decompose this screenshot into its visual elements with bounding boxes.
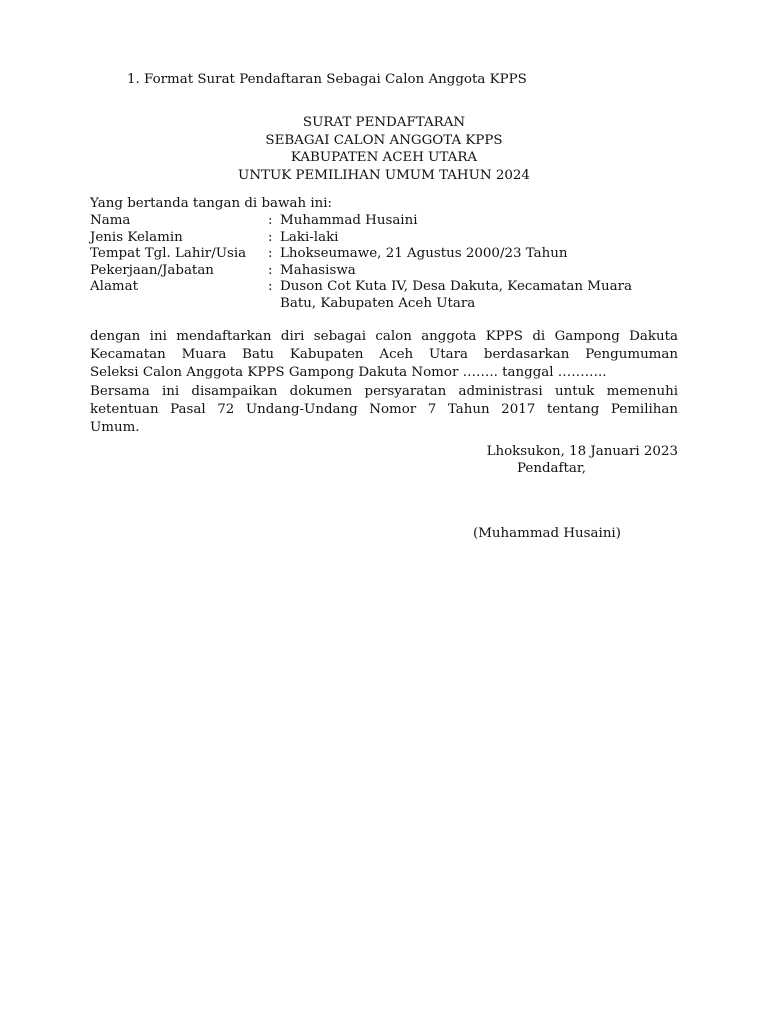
- body-paragraph: [90, 328, 678, 437]
- title-line-1: SURAT PENDAFTARAN: [302, 115, 466, 130]
- address-line-2: Batu, Kabupaten Aceh Utara: [280, 295, 476, 311]
- signature-role: Pendaftar,: [517, 461, 587, 476]
- field-label: Jenis Kelamin: [90, 229, 183, 245]
- body-line-1: dengan ini mendaftarkan diri sebagai calon anggota KPPS di Gampong Dakuta: [90, 329, 678, 344]
- identity-fields: [90, 213, 680, 313]
- section-heading: 1. Format Surat Pendaftaran Sebagai Calon Anggota KPPS: [127, 72, 527, 87]
- body-line-4: Bersama ini disampaikan dokumen persyaratan administrasi untuk memenuhi: [90, 383, 678, 399]
- body-line-5: ketentuan Pasal 72 Undang-Undang Nomor 7 Tahun 2017 tentang Pemilihan: [90, 401, 678, 417]
- field-value: [280, 279, 680, 312]
- signature-place-date: Lhoksukon, 18 Januari 2023: [486, 444, 678, 459]
- field-colon: :: [268, 229, 273, 245]
- field-pekerjaan: [90, 263, 680, 280]
- field-value: Laki-laki: [280, 229, 339, 245]
- title-line-2: SEBAGAI CALON ANGGOTA KPPS: [265, 132, 503, 148]
- field-value: Lhokseumawe, 21 Agustus 2000/23 Tahun: [280, 246, 568, 262]
- letter-title: [90, 114, 678, 184]
- title-line-4: UNTUK PEMILIHAN UMUM TAHUN 2024: [238, 167, 530, 183]
- field-label: Tempat Tgl. Lahir/Usia: [90, 246, 247, 262]
- address-line-1: Duson Cot Kuta IV, Desa Dakuta, Kecamatan Muara: [280, 279, 632, 295]
- field-label: Alamat: [90, 279, 138, 295]
- signature-name: (Muhammad Husaini): [473, 526, 621, 541]
- field-label: Pekerjaan/Jabatan: [90, 262, 214, 278]
- field-ttl: [90, 246, 680, 263]
- body-line-2: Kecamatan Muara Batu Kabupaten Aceh Utara berdasarkan Pengumuman: [90, 347, 678, 363]
- intro-text: Yang bertanda tangan di bawah ini:: [90, 196, 333, 211]
- field-colon: :: [268, 246, 273, 262]
- field-value: Mahasiswa: [280, 262, 356, 278]
- field-nama: [90, 213, 680, 230]
- field-colon: :: [268, 279, 273, 295]
- body-line-3: Seleksi Calon Anggota KPPS Gampong Dakuta Nomor …….. tanggal ………..: [90, 365, 607, 381]
- field-value: Muhammad Husaini: [280, 213, 418, 228]
- body-line-6: Umum.: [90, 420, 140, 436]
- field-label: Nama: [90, 213, 131, 228]
- field-colon: :: [268, 213, 273, 228]
- field-alamat: [90, 279, 680, 312]
- field-colon: :: [268, 262, 273, 278]
- title-line-3: KABUPATEN ACEH UTARA: [290, 150, 478, 165]
- field-jenis-kelamin: [90, 230, 680, 247]
